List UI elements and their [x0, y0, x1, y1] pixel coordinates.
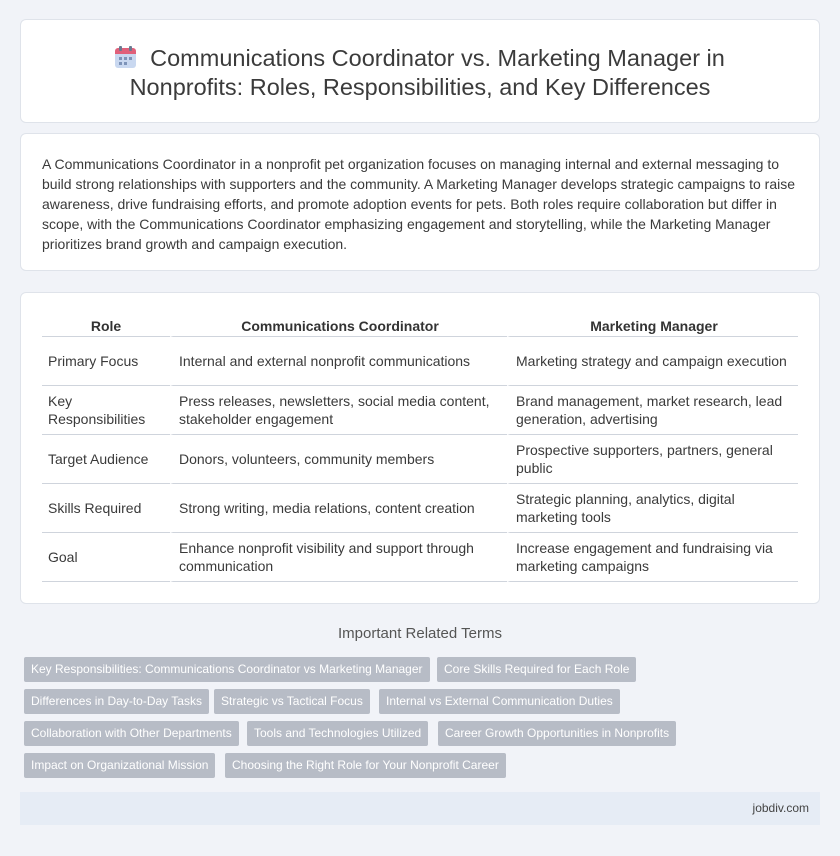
related-terms-heading: Important Related Terms	[338, 625, 502, 642]
table-row	[42, 435, 798, 484]
related-term-link[interactable]: Core Skills Required for Each Role	[437, 657, 636, 682]
table-cell: Target Audience	[42, 435, 170, 484]
table-cell: Brand management, market research, lead generation, advertising	[507, 386, 798, 435]
table-row	[42, 337, 798, 386]
table-header-row	[42, 315, 798, 337]
footer	[20, 792, 820, 825]
table-cell: Strong writing, media relations, content creation	[170, 484, 507, 533]
related-term-link[interactable]: Strategic vs Tactical Focus	[214, 689, 370, 714]
table-cell: Marketing strategy and campaign execution	[507, 337, 798, 386]
description-text: A Communications Coordinator in a nonprofit pet organization focuses on managing internal and external messaging to build strong relationships with supporters and the community. A Marketing Manager develops strategic campaigns to raise awareness, drive fundraising efforts, and promote adoption events for pets. Both roles require collaboration but differ in scope, with the Communications Coordinator emphasizing engagement and storytelling, while the Marketing Manager prioritizes brand growth and campaign execution.	[42, 156, 796, 252]
calendar-icon	[115, 46, 136, 68]
header-marketing-manager: Marketing Manager	[507, 315, 798, 337]
header-role: Role	[42, 315, 170, 337]
related-term-link[interactable]: Career Growth Opportunities in Nonprofits	[438, 721, 676, 746]
table-row	[42, 386, 798, 435]
related-term-link[interactable]: Collaboration with Other Departments	[24, 721, 239, 746]
page-title-line-1: Communications Coordinator vs. Marketing Manager in	[150, 45, 725, 71]
table-cell: Skills Required	[42, 484, 170, 533]
related-term-link[interactable]: Internal vs External Communication Duties	[379, 689, 620, 714]
title-card	[20, 19, 820, 123]
related-term-link[interactable]: Impact on Organizational Mission	[24, 753, 215, 778]
table-cell: Donors, volunteers, community members	[170, 435, 507, 484]
related-term-link[interactable]: Key Responsibilities: Communications Coordinator vs Marketing Manager	[24, 657, 430, 682]
related-term-link[interactable]: Differences in Day-to-Day Tasks	[24, 689, 209, 714]
table-cell: Goal	[42, 533, 170, 582]
table-cell: Strategic planning, analytics, digital marketing tools	[507, 484, 798, 533]
footer-site-link[interactable]: jobdiv.com	[752, 801, 809, 815]
comparison-table	[42, 315, 798, 582]
description-card	[20, 133, 820, 271]
table-cell: Internal and external nonprofit communications	[170, 337, 507, 386]
header-communications-coordinator: Communications Coordinator	[170, 315, 507, 337]
comparison-card	[20, 292, 820, 604]
table-cell: Primary Focus	[42, 337, 170, 386]
table-cell: Prospective supporters, partners, general public	[507, 435, 798, 484]
related-term-link[interactable]: Choosing the Right Role for Your Nonprofit Career	[225, 753, 506, 778]
page-title	[21, 44, 819, 102]
page-title-line-2: Nonprofits: Roles, Responsibilities, and Key Differences	[129, 74, 711, 100]
related-term-link[interactable]: Tools and Technologies Utilized	[247, 721, 428, 746]
table-cell: Increase engagement and fundraising via marketing campaigns	[507, 533, 798, 582]
table-row	[42, 484, 798, 533]
table-cell: Press releases, newsletters, social media content, stakeholder engagement	[170, 386, 507, 435]
table-cell: Enhance nonprofit visibility and support through communication	[170, 533, 507, 582]
table-cell: Key Responsibilities	[42, 386, 170, 435]
table-row	[42, 533, 798, 582]
